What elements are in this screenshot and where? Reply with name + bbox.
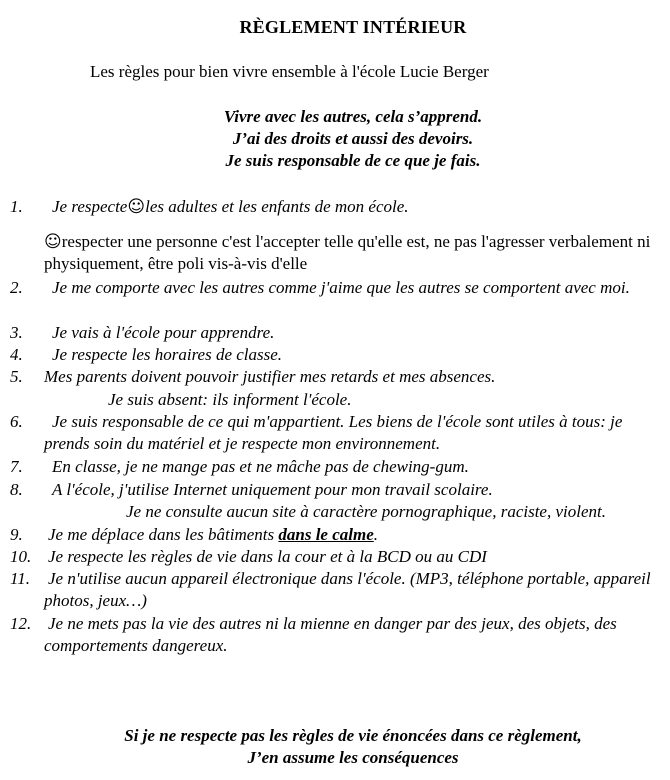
rule-number: 4.	[10, 345, 23, 364]
rule-text: Mes parents doivent pouvoir justifier mes retards et mes absences.	[44, 367, 496, 386]
rule-text: En classe, je ne mange pas et ne mâche pas de chewing-gum.	[52, 457, 469, 476]
rule-number: 2.	[10, 278, 23, 297]
motto-block	[0, 106, 670, 172]
rule-text: Je me comporte avec les autres comme j'aime que les autres se comportent avec moi.	[52, 278, 630, 297]
document-subtitle: Les règles pour bien vivre ensemble à l'école Lucie Berger	[90, 62, 489, 81]
rule-number: 12.	[10, 614, 32, 633]
rule-number: 11.	[10, 569, 30, 588]
rule-number: 9.	[10, 525, 23, 544]
rule-text	[44, 196, 662, 218]
rule-text: Je vais à l'école pour apprendre.	[52, 323, 275, 342]
rule-text: A l'école, j'utilise Internet uniquement pour mon travail scolaire.	[52, 480, 493, 499]
rule-5-subtext: Je suis absent: ils informent l'école.	[108, 390, 352, 409]
emphasis-text: dans le calme	[278, 525, 374, 544]
rule-text-end: .	[373, 525, 379, 544]
motto-line-1: Vivre avec les autres, cela s’apprend.	[223, 107, 483, 126]
smiley-icon: ☺	[44, 232, 62, 252]
rule-number: 1.	[10, 197, 23, 216]
rule-text: Je respecte les règles de vie dans la cour et à la BCD ou au CDI	[48, 547, 487, 566]
smiley-icon: ☺	[127, 197, 146, 217]
rule-number: 3.	[10, 323, 23, 342]
rule-number: 6.	[10, 412, 23, 431]
rule-text-start: Je respecte	[52, 197, 128, 216]
rule-number: 10.	[10, 547, 32, 566]
rule-number: 7.	[10, 457, 23, 476]
motto-line-3: Je suis responsable de ce que je fais.	[225, 151, 481, 170]
footer-line-1: Si je ne respecte pas les règles de vie énoncées dans ce règlement,	[124, 726, 582, 745]
motto-line-2: J’ai des droits et aussi des devoirs.	[232, 129, 474, 148]
rule-text	[44, 524, 662, 546]
rule-text: Je n'utilise aucun appareil électronique dans l'école. (MP3, téléphone portable, appareil photos, jeux…)	[44, 569, 651, 610]
rule-number: 8.	[10, 480, 23, 499]
document-title: RÈGLEMENT INTÉRIEUR	[239, 17, 467, 37]
rule-text: Je suis responsable de ce qui m'appartient. Les biens de l'école sont utiles à tous: je prends soin du matériel et je respecte mon environnement.	[44, 412, 623, 453]
rule-text-start: Je me déplace dans les bâtiments	[48, 525, 279, 544]
rule-text-end: les adultes et les enfants de mon école.	[145, 197, 409, 216]
rule-text: Je ne mets pas la vie des autres ni la mienne en danger par des jeux, des objets, des comportements dangereux.	[44, 614, 617, 655]
rule-number: 5.	[10, 367, 23, 386]
respect-definition-note	[44, 231, 662, 275]
rule-text: Je respecte les horaires de classe.	[52, 345, 283, 364]
rule-8-subtext: Je ne consulte aucun site à caractère pornographique, raciste, violent.	[126, 502, 606, 521]
note-text: respecter une personne c'est l'accepter telle qu'elle est, ne pas l'agresser verbalement ni physiquement, être poli vis-à-vis d'elle	[44, 232, 651, 273]
consequences-footer	[0, 725, 670, 769]
footer-line-2: J’en assume les conséquences	[247, 748, 459, 767]
